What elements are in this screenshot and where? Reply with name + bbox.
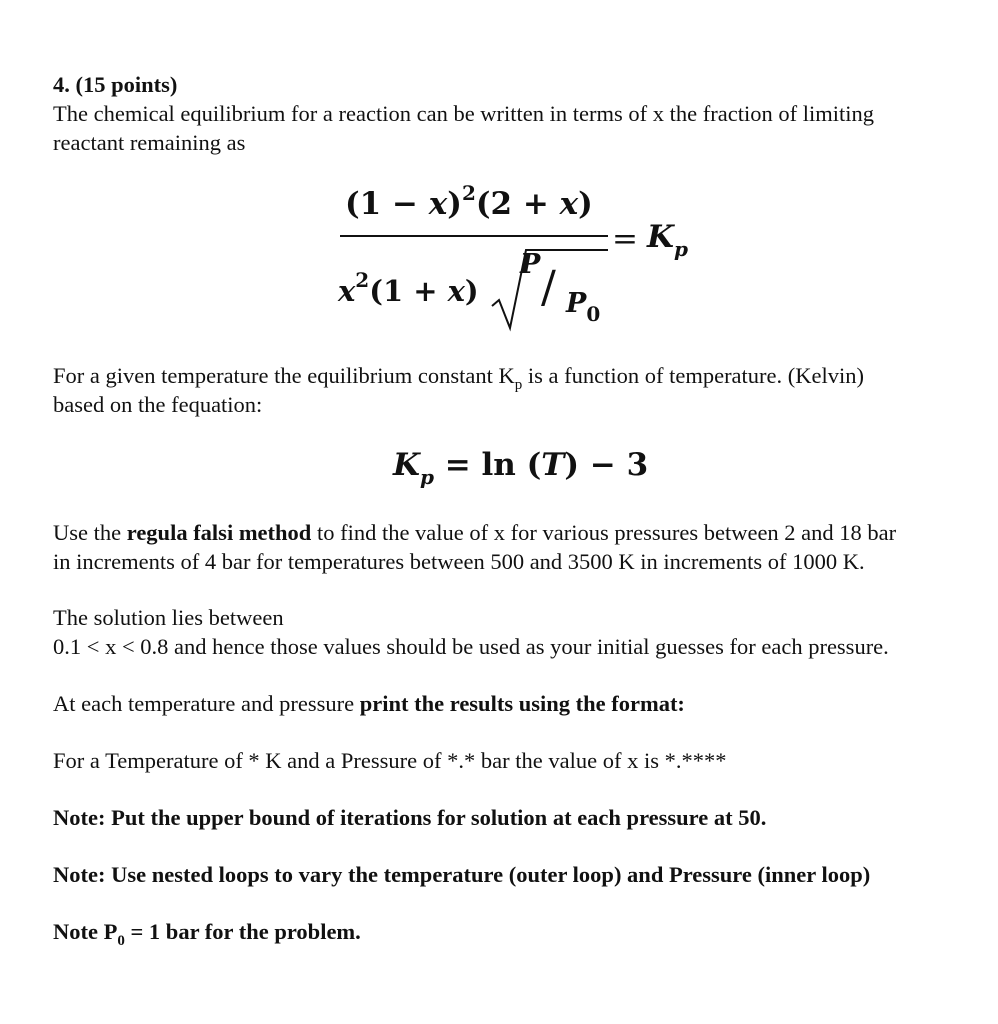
eq1-den-close: )	[464, 274, 479, 308]
note-p0	[53, 917, 361, 956]
intro-line-1: The chemical equilibrium for a reaction can be written in terms of x the fraction of limiting	[53, 101, 874, 126]
kp-text-b: is a function of temperature. (Kelvin)	[522, 363, 865, 388]
eq1-den-x: x	[338, 274, 356, 308]
eq1-num-close1: )	[447, 186, 462, 222]
print-instruction	[53, 689, 685, 718]
note-nested-loops: Note: Use nested loops to vary the temperature (outer loop) and Pressure (inner loop)	[53, 862, 871, 887]
method-line-2: in increments of 4 bar for temperatures between 500 and 3500 K in increments of 1000 K.	[53, 549, 865, 574]
eq1-equals: =	[612, 221, 638, 257]
note-p0-b: = 1 bar for the problem.	[124, 919, 361, 944]
eq2-K: K	[393, 447, 420, 483]
method-line-1	[53, 518, 896, 547]
solution-line-2: 0.1 < x < 0.8 and hence those values should be used as your initial guesses for each pressure.	[53, 634, 889, 659]
method-text-b: to find the value of x for various pressures between 2 and 18 bar	[311, 520, 897, 545]
eq1-num-open2: (2 +	[475, 186, 560, 222]
eq1-den-exponent: 2	[355, 268, 370, 292]
eq2-rhs: = ln (	[433, 447, 542, 483]
eq1-sqrt-P: P	[520, 249, 541, 280]
fraction-bar	[340, 235, 608, 237]
eq1-Kp	[647, 219, 688, 261]
eq1-num-close2: )	[578, 186, 593, 222]
eq1-P0-subscript: 0	[586, 302, 601, 326]
intro-line-2: reactant remaining as	[53, 130, 246, 155]
kp-paragraph-line-2: based on the fequation:	[53, 392, 263, 417]
problem-heading: 4. (15 points)	[53, 72, 178, 97]
eq1-num-x2: x	[559, 186, 579, 222]
eq1-den-open: (1 +	[369, 274, 448, 308]
eq1-num-exponent: 2	[461, 181, 476, 205]
eq1-sqrt-P0	[566, 288, 601, 326]
note-p0-sub: 0	[117, 933, 125, 949]
kp-text-sub: p	[514, 377, 523, 393]
eq1-num-x1: x	[428, 186, 448, 222]
eq2-rhs2: ) − 3	[564, 447, 649, 483]
eq1-den-x2: x	[447, 274, 465, 308]
eq1-K-subscript: p	[673, 237, 688, 261]
eq1-sqrt-slash: /	[541, 262, 556, 313]
eq1-denominator	[338, 268, 479, 308]
eq1-P0-letter: P	[566, 288, 587, 319]
print-bold: print the results using the format:	[359, 691, 685, 716]
method-bold: regula falsi method	[126, 520, 312, 545]
note-p0-a: Note P	[53, 919, 118, 944]
solution-line-1: The solution lies between	[53, 605, 284, 630]
eq2-T: T	[541, 447, 565, 483]
eq2-K-subscript: p	[419, 465, 434, 489]
eq1-K: K	[647, 219, 674, 255]
eq1-numerator	[345, 181, 593, 222]
format-line: For a Temperature of * K and a Pressure of *.* bar the value of x is *.****	[53, 748, 727, 773]
kp-equation	[393, 447, 649, 489]
method-text-a: Use the	[53, 520, 127, 545]
note-iterations: Note: Put the upper bound of iterations for solution at each pressure at 50.	[53, 805, 767, 830]
eq1-num-open1: (1 −	[345, 186, 429, 222]
print-text: At each temperature and pressure	[53, 691, 360, 716]
kp-text-a: For a given temperature the equilibrium constant K	[53, 363, 515, 388]
